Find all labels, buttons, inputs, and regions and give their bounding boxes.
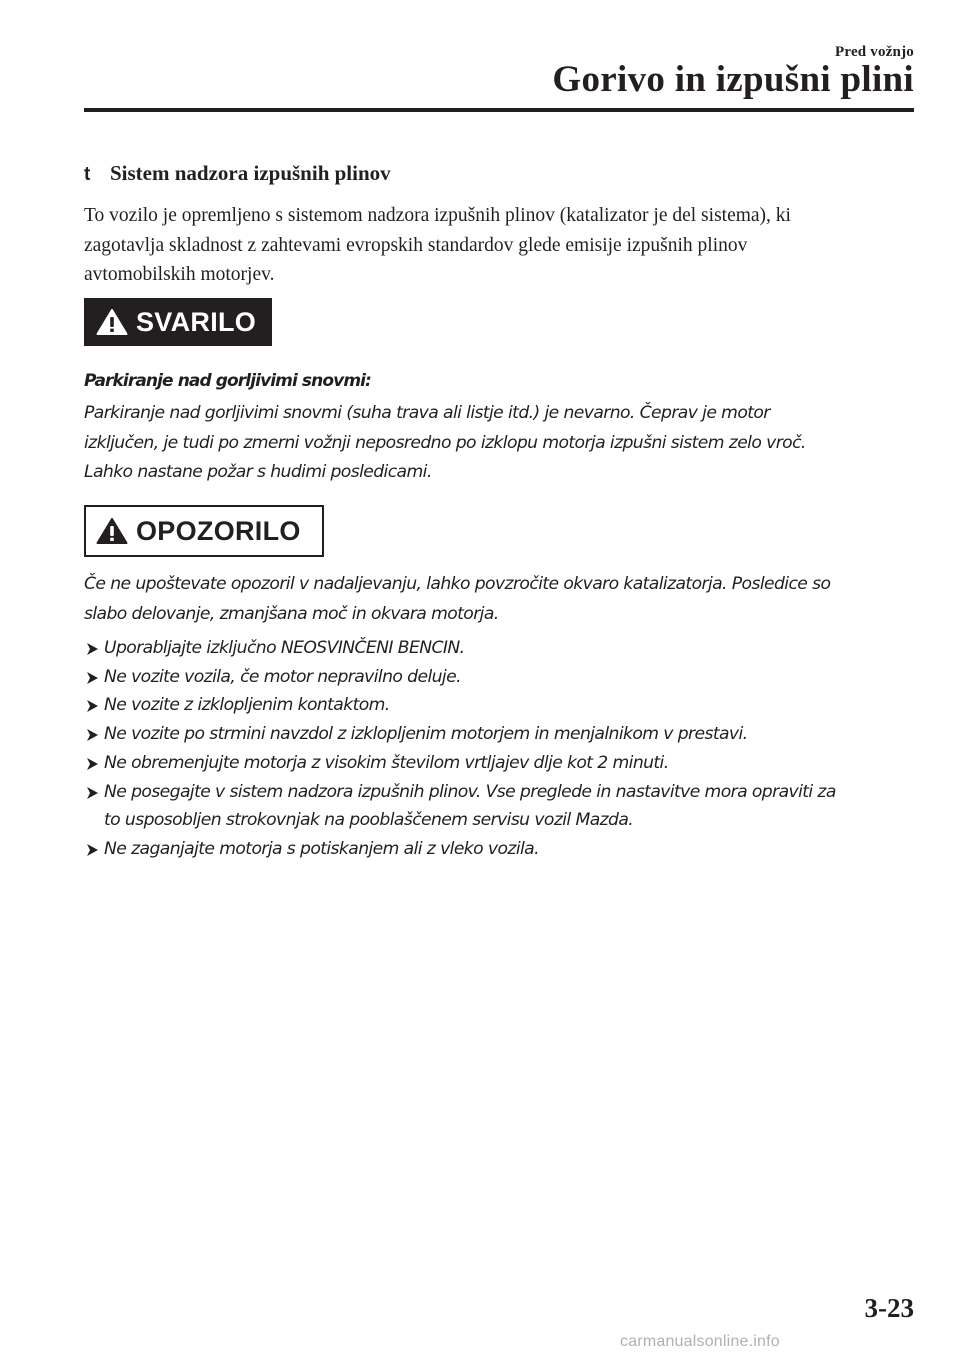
list-item-text: Ne zaganjajte motorja s potiskanjem ali z vleko vozila. (104, 838, 539, 859)
list-item-text: Uporabljajte izključno NEOSVINČENI BENCIN. (104, 638, 465, 658)
intro-line: To vozilo je opremljeno s sistemom nadzora izpušnih plinov (katalizator je del sistema), ki (84, 205, 791, 226)
header-section: Pred vožnjo (835, 44, 914, 60)
list-item-text: to usposobljen strokovnjak na pooblaščenem servisu vozil Mazda. (104, 810, 634, 831)
warning-triangle-icon (96, 517, 128, 545)
warning-triangle-icon (96, 308, 128, 336)
arrow-bullet-icon (86, 671, 100, 685)
caution-label: OPOZORILO (136, 515, 301, 546)
intro-line: zagotavlja skladnost z zahtevami evropskih standardov glede emisije izpušnih plinov (84, 234, 748, 256)
caution-line: Če ne upoštevate opozoril v nadaljevanju, lahko povzročite okvaro katalizatorja. Posledice so (84, 574, 831, 594)
arrow-bullet-icon (86, 843, 100, 857)
section-heading-text: Sistem nadzora izpušnih plinov (110, 161, 391, 185)
intro-paragraph (84, 201, 924, 290)
warning-line: Parkiranje nad gorljivimi snovmi (suha trava ali listje itd.) je nevarno. Čeprav je motor (84, 403, 770, 423)
arrow-bullet-icon (86, 757, 100, 771)
arrow-bullet-icon (86, 786, 100, 800)
warning-label: SVARILO (136, 306, 257, 337)
section-bullet-icon: t (84, 164, 91, 185)
page-title: Gorivo in izpušni plini (552, 59, 914, 100)
warning-banner (84, 298, 272, 346)
warning-line: Lahko nastane požar s hudimi posledicami. (84, 462, 432, 482)
caution-text (84, 570, 830, 629)
warning-line: izključen, je tudi po zmerni vožnji neposredno po izklopu motorja izpušni sistem zelo vroč. (84, 432, 806, 453)
list-item-text: Ne posegajte v sistem nadzora izpušnih plinov. Vse preglede in nastavitve mora opraviti za (104, 781, 836, 802)
footer-watermark: carmanualsonline.info (620, 1333, 780, 1350)
list-item (84, 835, 836, 864)
page-number: 3-23 (864, 1293, 914, 1323)
caution-banner (84, 505, 324, 557)
list-item-text: Ne obremenjujte motorja z visokim številom vrtljajev dlje kot 2 minuti. (104, 752, 669, 773)
intro-line: avtomobilskih motorjev. (84, 264, 275, 285)
list-item-text: Ne vozite z izklopljenim kontaktom. (104, 695, 390, 716)
section-heading (84, 161, 391, 186)
list-item (84, 720, 836, 749)
warning-text (84, 399, 806, 488)
caution-list (84, 634, 836, 864)
list-item (84, 749, 836, 778)
list-item (84, 691, 836, 720)
arrow-bullet-icon (86, 728, 100, 742)
list-item-text: Ne vozite po strmini navzdol z izklopljenim motorjem in menjalnikom v prestavi. (104, 724, 748, 745)
list-item (84, 663, 836, 692)
arrow-bullet-icon (86, 699, 100, 713)
list-item (84, 634, 836, 663)
list-item-text: Ne vozite vozila, če motor nepravilno deluje. (104, 666, 461, 687)
arrow-bullet-icon (86, 642, 100, 656)
warning-heading: Parkiranje nad gorljivimi snovmi: (84, 371, 371, 391)
header-rule (84, 108, 914, 112)
list-item (84, 778, 836, 835)
caution-line: slabo delovanje, zmanjšana moč in okvara motorja. (84, 603, 499, 624)
